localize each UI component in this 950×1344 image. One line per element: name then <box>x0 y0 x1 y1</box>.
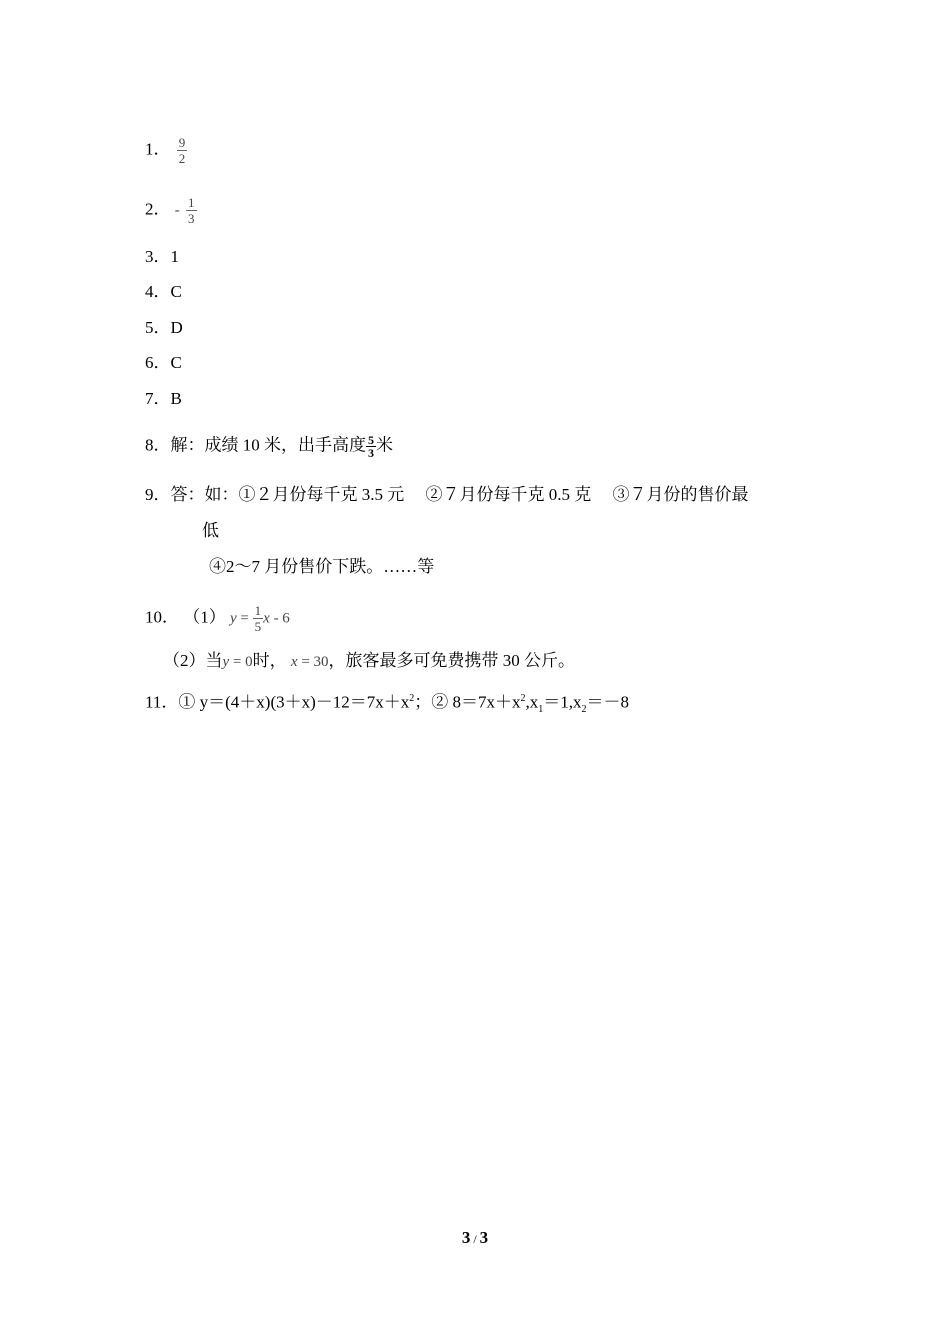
equation-part: ① y＝(4＋x)(3＋x)－12＝7x＋x <box>178 692 410 712</box>
answer-text: C <box>170 353 182 372</box>
part-label: （1） <box>183 607 226 627</box>
answer-text: 答：如：①２月份每千克 3.5 元 ②７月份每千克 0.5 克 ③７月份的售价最 <box>170 485 749 504</box>
equation-part: ,x <box>525 692 539 712</box>
minus-sign: - <box>174 202 180 219</box>
page-number-footer <box>0 1228 950 1248</box>
equation-part: ＝1,x <box>543 692 582 712</box>
answer-text: 低 <box>202 521 219 540</box>
fraction-denominator: 3 <box>188 211 195 226</box>
answer-number: 3． <box>145 247 171 266</box>
answer-11 <box>145 688 629 721</box>
equation-value: = 30 <box>297 654 329 670</box>
fraction <box>253 603 264 634</box>
part-label: （2）当 <box>163 651 223 670</box>
fraction <box>177 135 188 166</box>
fraction-numerator: 1 <box>254 603 262 618</box>
answer-7 <box>145 388 182 410</box>
answer-2 <box>145 195 199 226</box>
equation-equals: = 0 <box>229 654 253 670</box>
equation-variable-y: y <box>222 654 230 670</box>
answer-9-line-1 <box>145 484 749 506</box>
answer-5 <box>145 317 183 339</box>
answer-text: C <box>170 282 182 301</box>
answer-text: D <box>170 318 183 337</box>
fraction-numerator: 1 <box>188 195 195 210</box>
equation-variable-y: y <box>230 610 237 627</box>
answer-9-line-3 <box>209 556 434 578</box>
equation-equals: = <box>236 610 253 627</box>
fraction-numerator: 5 <box>368 433 374 447</box>
answer-6 <box>145 352 182 374</box>
answer-4 <box>145 281 182 303</box>
answer-text: B <box>170 389 182 408</box>
current-page: 3 <box>461 1228 471 1247</box>
answer-number: 4． <box>145 282 171 301</box>
fraction <box>186 195 197 226</box>
answer-text: 解：成绩 10 米，出手高度 <box>170 435 366 455</box>
equation-part: ；② 8＝7x＋x <box>414 692 521 712</box>
equation-variable-x: x <box>290 654 298 670</box>
fraction-denominator: 5 <box>254 619 262 634</box>
equation-variable-x: x <box>263 610 270 627</box>
answer-10-part-2 <box>163 650 575 673</box>
total-pages: 3 <box>479 1228 489 1247</box>
page-separator: / <box>473 1232 477 1246</box>
fraction-numerator: 9 <box>178 135 186 150</box>
answer-number: 11． <box>145 692 179 712</box>
answer-number: 9． <box>145 485 171 504</box>
conclusion-text: ，旅客最多可免费携带 30 公斤。 <box>328 651 576 670</box>
answer-8 <box>145 434 393 459</box>
fraction-denominator: 2 <box>178 151 186 166</box>
answer-text: ④2～7 月份售价下跌。……等 <box>209 557 435 576</box>
answer-text: 1 <box>170 247 179 266</box>
answer-number: 7． <box>145 389 171 408</box>
equation-rest: - 6 <box>269 610 290 627</box>
answer-10-part-1 <box>145 603 290 634</box>
exponent: 2 <box>409 693 415 704</box>
unit-text: 米 <box>376 435 393 455</box>
answer-number: 10． <box>145 607 179 627</box>
answer-number: 8． <box>145 435 171 455</box>
condition-text: 时， <box>252 651 287 670</box>
equation-part: ＝－8 <box>586 692 630 712</box>
exponent: 2 <box>520 693 526 704</box>
fraction <box>366 434 376 459</box>
answer-number: 6． <box>145 353 171 372</box>
subscript: 1 <box>538 704 544 716</box>
answer-number: 2． <box>145 199 171 219</box>
answer-3 <box>145 246 179 268</box>
answer-number: 5． <box>145 318 171 337</box>
answer-1 <box>145 135 189 166</box>
answer-9-line-2 <box>202 520 219 542</box>
answer-number: 1． <box>145 139 171 159</box>
subscript: 2 <box>581 704 587 716</box>
fraction-denominator: 3 <box>368 446 374 460</box>
